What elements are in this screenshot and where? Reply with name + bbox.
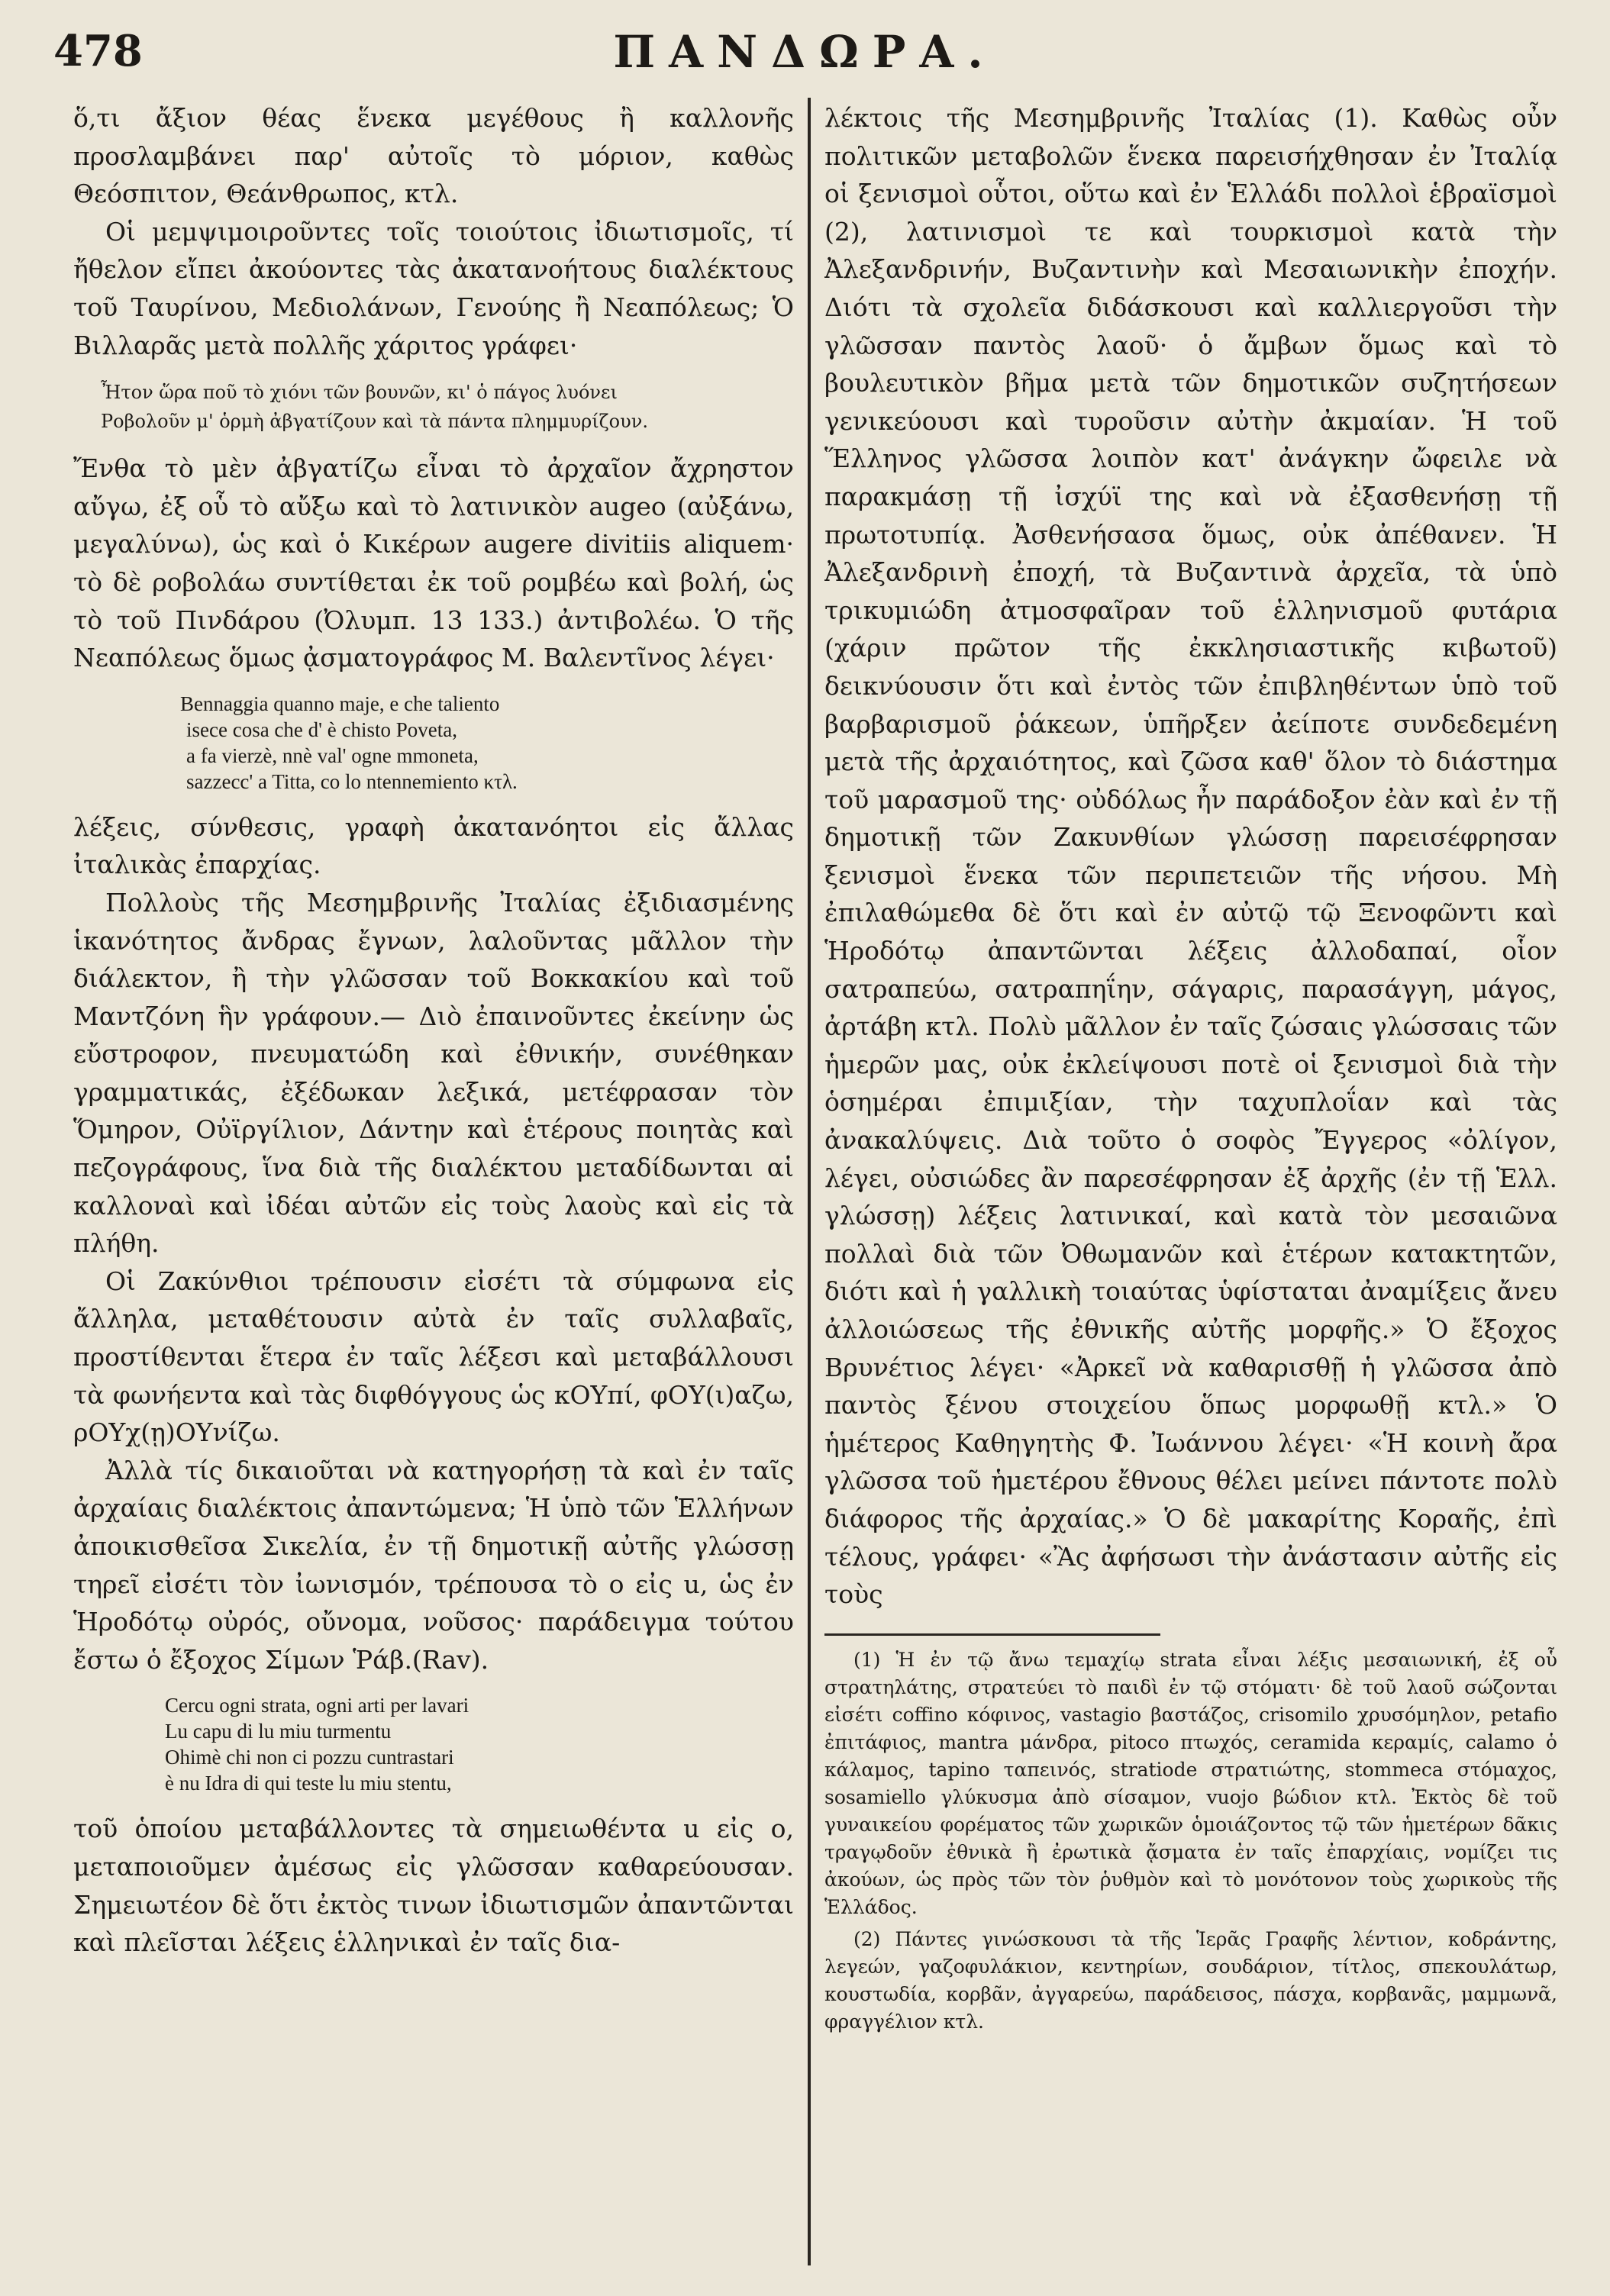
paragraph: Ἀλλὰ τίς δικαιοῦται νὰ κατηγορήσῃ τὰ καὶ ἐν ταῖς ἀρχαίαις διαλέκτοις ἀπαντώμενα; Ἡ ὑπὸ τῶν Ἑλλήνων ἀποικισθεῖσα Σικελία, ἐν τῇ δημοτικῇ αὐτῆς γλώσσῃ τηρεῖ εἰσέτι τὸν ἰωνισμόν, τρέπουσα τὸ ο εἰς u, ὡς ἐν Ἡροδότῳ οὐρός, οὔνομα, νοῦσος· παράδειγμα τούτου ἔστω ὁ ἔξοχος Σίμων Ῥάβ.(Rav). [73,1455,794,1675]
verse-line: Ἦτον ὥρα ποῦ τὸ χιόνι τῶν βουνῶν, κι' ὁ πάγος λυόνει [101,382,618,404]
verse-quote-sicilian [165,1692,794,1796]
paragraph: λέκτοις τῆς Μεσημβρινῆς Ἰταλίας (1). Καθὼς οὖν πολιτικῶν μεταβολῶν ἕνεκα παρεισήχθησαν ἐν Ἰταλίᾳ οἱ ξενισμοὶ οὗτοι, οὕτω καὶ ἐν Ἑλλάδι πολλοὶ ἑβραϊσμοὶ (2), λατινισμοὶ τε καὶ τουρκισμοὶ κατὰ τὴν Ἀλεξανδρινήν, Βυζαντινὴν καὶ Μεσαιωνικὴν ἐποχήν. Διότι τὰ σχολεῖα διδάσκουσι καὶ καλλιεργοῦσι τὴν γλῶσσαν παντὸς λαοῦ· ὁ ἄμβων ὅμως καὶ τὸ βουλευτικὸν βῆμα μετὰ τῶν δημοτικῶν συζητήσεων γενικεύουσι καὶ τυροῦσιν αὐτὴν ἀκμαίαν. Ἡ τοῦ Ἕλληνος γλῶσσα λοιπὸν κατ' ἀνάγκην ὤφειλε νὰ παρακμάσῃ τῇ ἰσχύϊ της καὶ νὰ ἐξασθενήσῃ τῇ πρωτοτυπίᾳ. Ἀσθενήσασα ὅμως, οὐκ ἀπέθανεν. Ἡ Ἀλεξανδρινὴ ἐποχή, τὰ Βυζαντινὰ ἀρχεῖα, τὰ ὑπὸ τρικυμιώδη ἀτμοσφαῖραν τοῦ ἑλληνισμοῦ φυτάρια (χάριν πρῶτον τῆς ἐκκλησιαστικῆς κιβωτοῦ) δεικνύουσιν ὅτι καὶ ἐντὸς τῶν ἐπιβληθέντων ὑπὸ τοῦ βαρβαρισμοῦ ῥάκεων, ὑπῆρξεν ἀείποτε συνδεδεμένη μετὰ τῆς ἀρχαιότητος, καὶ ζῶσα καθ' ὅλον τὸ διάστημα τοῦ μαρασμοῦ της· οὐδόλως ἦν παράδοξον ἐὰν καὶ ἐν τῇ δημοτικῇ τῶν Ζακυνθίων γλώσσῃ παρεισέφρησαν ξενισμοὶ ἕνεκα τῶν περιπετειῶν τῆς νήσου. Μὴ ἐπιλαθώμεθα δὲ ὅτι καὶ ἐν αὐτῷ τῷ Ξενοφῶντι καὶ Ἡροδότῳ ἀπαντῶνται λέξεις ἀλλοδαπαί, οἷον σατραπεύω, σατραπηΐην, σάγαρις, παρασάγγη, μάγος, ἀρτάβη κτλ. Πολὺ μᾶλλον ἐν ταῖς ζώσαις γλώσσαις τῶν ἡμερῶν μας, οὐκ ἐκλείψουσι ποτὲ οἱ ξενισμοὶ διὰ τὴν ὁσημέραι ἐπιμιξίαν, τὴν ταχυπλοΐαν καὶ τὰς ἀνακαλύψεις. Διὰ τοῦτο ὁ σοφὸς Ἔγγερος «ὀλίγον, λέγει, οὐσιώδες ἂν παρεσέφρησαν ἐξ ἀρχῆς (ἐν τῇ Ἑλλ. γλώσσῃ) λέξεις λατινικαί, καὶ κατὰ τὸν μεσαιῶνα πολλαὶ διὰ τῶν Ὀθωμανῶν καὶ ἑτέρων κατακτητῶν, διότι καὶ ἡ γαλλικὴ τοιαύτας ὑφίσταται ἀναμίξεις ἄνευ ἀλλοιώσεως τῆς ἐθνικῆς αὐτῆς μορφῆς.» Ὁ ἔξοχος Βρυνέτιος λέγει· «Ἀρκεῖ νὰ καθαρισθῇ ἡ γλῶσσα ἀπὸ παντὸς ξένου στοιχείου ὅπως μορφωθῇ κτλ.» Ὁ ἡμέτερος Καθηγητὴς Φ. Ἰωάννου λέγει· «Ἡ κοινὴ ἄρα γλῶσσα τοῦ ἡμετέρου ἔθνους θέλει μείνει πάντοτε πολὺ διάφορος τῆς ἀρχαίας.» Ὁ δὲ μακαρίτης Κοραῆς, ἐπὶ τέλους, γράφει· «Ἂς ἀφήσωσι τὴν ἀνάστασιν αὐτῆς εἰς τοὺς [824,103,1557,1610]
paragraph: τοῦ ὁποίου μεταβάλλοντες τὰ σημειωθέντα u εἰς ο, μεταποιοῦμεν ἀμέσως εἰς γλῶσσαν καθαρεύουσαν. Σημειωτέον δὲ ὅτι ἐκτὸς τινων ἰδιωτισμῶν ἀπαντῶνται καὶ πλεῖσται λέξεις ἑλληνικαὶ ἐν ταῖς δια- [73,1814,794,1958]
journal-title: ΠΑΝΔΩΡΑ. [613,26,997,78]
footnote-rule [824,1633,1160,1636]
right-column [824,99,1557,2282]
verse-line: Ohimè chi non ci pozzu cuntrastari [165,1746,454,1769]
footnote-1: (1) Ἡ ἐν τῷ ἄνω τεμαχίῳ strata εἶναι λέξις μεσαιωνική, ἐξ οὗ στρατηλάτης, στρατεύει τὸ παιδὶ ἐν τῷ στόματι· δὲ τοῦ λαοῦ σώζονται εἰσέτι coffino κόφινος, vastagio βαστάζος, crisomilo χρυσόμηλον, petafio ἐπιτάφιος, mantra μάνδρα, pitoco πτωχός, ceramida κεραμίς, calamo ὁ κάλαμος, tapino ταπεινός, stratiode στρατιώτης, stommeca στόμαχος, sosamiello γλύκυσμα ἀπὸ σίσαμον, vuojo βώδιον κτλ. Ἐκτὸς δὲ τοῦ γυναικείου φορέματος τῶν χωρικῶν ὁμοιάζοντος τῷ τῶν ἡμετέρων δᾶκις τραγῳδοῦν ἐθνικὰ ἢ ἐρωτικὰ ᾄσματα ἐν ταῖς ἐπαρχίαις, νομίζει τις ἀκούων, ὡς πρὸς τῶν τὸν ῥυθμὸν καὶ τὸ μονότονον τοὺς χωρικοὺς τῆς Ἑλλάδος. [824,1648,1557,1918]
verse-line: a fa vierzè, nnè val' ogne mmoneta, [186,743,479,767]
verse-line: Cercu ogni strata, ogni arti per lavari [165,1694,469,1717]
running-head [53,26,1557,87]
verse-line: è nu Idra di qui teste lu miu stentu, [165,1772,452,1795]
verse-line: Bennaggia quanno maje, e che taliento [180,692,500,715]
verse-line: Ροβολοῦν μ' ὁρμὴ ἀβγατίζουν καὶ τὰ πάντα πλημμυρίζουν. [101,411,648,433]
verse-line: isece cosa che d' è chisto Poveta, [186,718,457,741]
column-divider [808,98,811,2265]
paragraph: λέξεις, σύνθεσις, γραφὴ ἀκατανόητοι εἰς ἄλλας ἰταλικὰς ἐπαρχίας. [73,811,794,880]
paragraph: ὅ,τι ἄξιον θέας ἕνεκα μεγέθους ἢ καλλονῆς προσλαμβάνει παρ' αὐτοῖς τὸ μόριον, καθὼς Θεόσπιτον, Θεάνθρωπος, κτλ. [73,103,794,209]
paragraph: Οἱ Ζακύνθιοι τρέπουσιν εἰσέτι τὰ σύμφωνα εἰς ἄλληλα, μεταθέτουσιν αὐτὰ ἐν ταῖς συλλαβαῖς, προστίθενται ἕτερα ἐν ταῖς λέξεσι καὶ μεταβάλλουσι τὰ φωνήεντα καὶ τὰς διφθόγγους ὡς κΟΥπί, φΟΥ(ι)αζω, ρΟΥχ(ῃ)ΟΥνίζω. [73,1266,794,1448]
paragraph: Οἱ μεμψιμοιροῦντες τοῖς τοιούτοις ἰδιωτισμοῖς, τί ἤθελον εἴπει ἀκούοντες τὰς ἀκατανοήτους διαλέκτους τοῦ Ταυρίνου, Μεδιολάνων, Γενούης ἢ Νεαπόλεως; Ὁ Βιλλαρᾶς μετὰ πολλῆς χάριτος γράφει· [73,216,794,360]
verse-quote-neapolitan [180,691,794,795]
paragraph: Ἔνθα τὸ μὲν ἀβγατίζω εἶναι τὸ ἀρχαῖον ἄχρηστον αὔγω, ἐξ οὗ τὸ αὔξω καὶ τὸ λατινικὸν augeo (αὐξάνω, μεγαλύνω), ὡς καὶ ὁ Κικέρων augere divitiis aliquem· τὸ δὲ ροβολάω συντίθεται ἐκ τοῦ ρομβέω καὶ βολή, ὡς τὸ τοῦ Πινδάρου (Ὀλυμπ. 13 133.) ἀντιβολέω. Ὁ τῆς Νεαπόλεως ὅμως ᾀσματογράφος Μ. Βαλεντῖνος λέγει· [73,453,794,673]
verse-line: Lu capu di lu miu turmentu [165,1720,392,1743]
left-column [73,99,794,2282]
verse-quote-greek [101,378,794,436]
paragraph: Πολλοὺς τῆς Μεσημβρινῆς Ἰταλίας ἐξιδιασμένης ἱκανότητος ἄνδρας ἔγνων, λαλοῦντας μᾶλλον τὴν διάλεκτον, ἢ τὴν γλῶσσαν τοῦ Βοκκακίου καὶ τοῦ Μαντζόνη ἣν γράφουν.— Διὸ ἐπαινοῦντες ἐκείνην ὡς εὔστροφον, πνευματώδη καὶ ἐθνικήν, συνέθηκαν γραμματικάς, ἐξέδωκαν λεξικά, μετέφρασαν τὸν Ὅμηρον, Οὐϊργίλιον, Δάντην καὶ ἑτέρους ποιητὰς καὶ πεζογράφους, ἵνα διὰ τῆς διαλέκτου μεταδίδωνται αἱ καλλοναὶ καὶ ἰδέαι αὐτῶν εἰς τοὺς λαοὺς καὶ εἰς τὰ πλήθη. [73,887,794,1259]
footnote-2: (2) Πάντες γινώσκουσι τὰ τῆς Ἱερᾶς Γραφῆς λέντιον, κοδράντης, λεγεών, γαζοφυλάκιον, κεντηρίων, σουδάριον, τίτλος, σπεκουλάτωρ, κουστωδία, κορβᾶν, ἀγγαρεύω, παράδεισος, πάσχα, κορβανᾶς, μαμμωνᾶ, φραγγέλιον κτλ. [824,1927,1557,2033]
page-number: 478 [53,26,143,76]
verse-line: sazzecc' a Titta, co lo ntennemiento κτλ. [186,769,518,793]
